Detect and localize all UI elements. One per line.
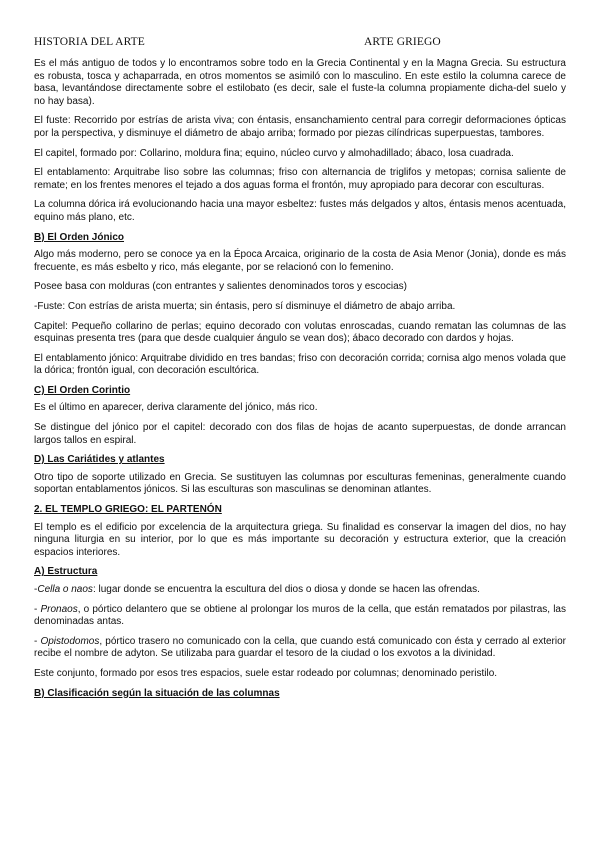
paragraph-opistodomos [34, 636, 566, 661]
paragraph-caryatids: Otro tipo de soporte utilizado en Grecia. Se sustituyen las columnas por esculturas femeninas, generalmente cuando soportan entablamentos jónicos. Si las esculturas son masculinas se denominan atlantes. [34, 471, 566, 496]
pronaos-prefix: - [34, 603, 41, 615]
header-topic-title: ARTE GRIEGO [364, 36, 441, 48]
heading-corinthian-order: C) El Orden Corintio [34, 384, 131, 396]
paragraph-temple-intro: El templo es el edificio por excelencia de la arquitectura griega. Su finalidad es conservar la imagen del dios, no hay ninguna liturgia en su interior, por lo que es más importante su decoración y estructura exterior, que la creación espacios interiores. [34, 521, 566, 558]
paragraph-cella [34, 584, 566, 597]
heading-jonic-order: B) El Orden Jónico [34, 231, 125, 243]
cella-description: : lugar donde se encuentra la escultura del dios o diosa y donde se hacen las ofrendas. [92, 584, 480, 595]
cella-term: Cella o naos [37, 584, 93, 595]
header-course-title: HISTORIA DEL ARTE [34, 36, 145, 48]
paragraph-jonic-entablamento: El entablamento jónico: Arquitrabe dividido en tres bandas; friso con decoración corrida; cornisa algo menos volada que la dórica; frontón igual, con decoración escultórica. [34, 352, 566, 377]
paragraph-doric-evolution: La columna dórica irá evolucionando hacia una mayor esbeltez: fustes más delgados y altos, éntasis menos acentuada, equino más plano, etc. [34, 199, 566, 223]
heading-greek-temple: 2. EL TEMPLO GRIEGO: EL PARTENÓN [34, 504, 222, 516]
paragraph-jonic-intro: Algo más moderno, pero se conoce ya en la Época Arcaica, originario de la costa de Asia Menor (Jonia), donde es más frecuente, es más esbelto y rico, más elegante, por se relacionó con lo femenino. [34, 249, 566, 273]
pronaos-term: Pronaos [40, 603, 78, 615]
opistodomos-term: Opistodomos [40, 635, 100, 647]
paragraph-jonic-capitel: Capitel: Pequeño collarino de perlas; equino decorado con volutas enroscadas, cuando rematan las columnas de las esquinas presenta tres (para que desde cualquier ángulo se vean dos); ábaco decorado con dardos y hojas. [34, 320, 566, 345]
pronaos-description: , o pórtico delantero que se obtiene al prolongar los muros de la cella, que están rematados por pilastras, las denominadas antas. [34, 603, 566, 628]
paragraph-doric-intro: Es el más antiguo de todos y lo encontramos sobre todo en la Grecia Continental y en la Magna Grecia. Su estructura es robusta, tosca y achaparrada, en otros momentos se asimiló con lo masculino. En este estilo la columna carece de basa, levantándose directamente sobre el estilobato (es decir, sale el fuste-la columna propiamente dicha-del suelo y no hay basa). [34, 58, 566, 107]
paragraph-doric-capitel: El capitel, formado por: Collarino, moldura fina; equino, núcleo curvo y almohadillado; ábaco, losa cuadrada. [34, 147, 514, 159]
page-header [34, 36, 566, 48]
heading-caryatids: D) Las Cariátides y atlantes [34, 454, 165, 466]
paragraph-peristilo: Este conjunto, formado por esos tres espacios, suele estar rodeado por columnas; denominado peristilo. [34, 667, 498, 679]
paragraph-doric-entablamento: El entablamento: Arquitrabe liso sobre las columnas; friso con alternancia de triglifos y metopas; cornisa saliente de remate; en los frentes menores el tejado a dos aguas forma el frontón, muy apropiado para decorar con esculturas. [34, 167, 566, 191]
paragraph-pronaos [34, 604, 566, 629]
paragraph-corinthian-capitel: Se distingue del jónico por el capitel: decorado con dos filas de hojas de acanto superpuestas, de donde arrancan largos tallos en espiral. [34, 422, 566, 446]
opistodomos-prefix: - [34, 635, 41, 647]
cella-prefix: - [34, 584, 38, 595]
paragraph-doric-fuste: El fuste: Recorrido por estrías de arista viva; con éntasis, ensanchamiento central para corregir deformaciones ópticas por la perspectiva, y disminuye el diámetro de abajo arriba; formado por piezas cilíndricas superpuestas, tambores. [34, 115, 566, 139]
heading-structure: A) Estructura [34, 566, 98, 578]
paragraph-jonic-fuste: -Fuste: Con estrías de arista muerta; sin éntasis, pero sí disminuye el diámetro de abajo arriba. [34, 300, 456, 312]
paragraph-corinthian-intro: Es el último en aparecer, deriva claramente del jónico, más rico. [34, 402, 318, 414]
paragraph-jonic-basa: Posee basa con molduras (con entrantes y salientes denominados toros y escocias) [34, 281, 407, 293]
heading-classification: B) Clasificación según la situación de las columnas [34, 687, 280, 699]
opistodomos-description: , pórtico trasero no comunicado con la cella, que cuando está comunicado con ésta y cerrado al exterior recibe el nombre de adyton. Se utilizaba para guardar el tesoro de la ciudad o los exvotos a la divinidad. [34, 635, 566, 660]
